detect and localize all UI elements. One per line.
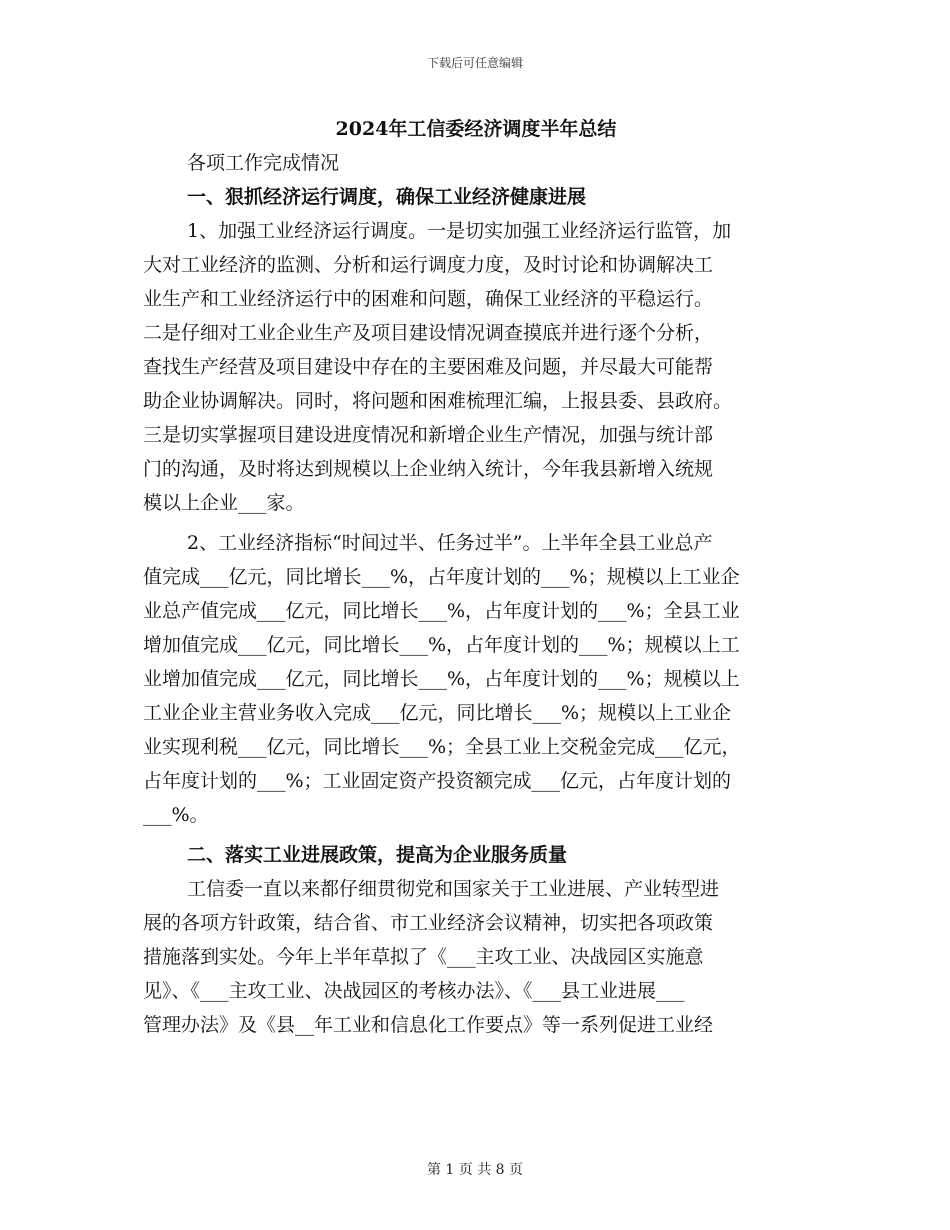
section-1-paragraph-2 xyxy=(143,526,809,832)
paragraph-line: 业生产和工业经济运行中的困难和问题，确保工业经济的平稳运行。 xyxy=(143,288,714,310)
paragraph-line: 1、加强工业经济运行调度。一是切实加强工业经济运行监管，加 xyxy=(187,220,732,242)
paragraph-line: 工信委一直以来都仔细贯彻党和国家关于工业进展、产业转型进 xyxy=(187,878,720,900)
paragraph-line: 值完成___亿元，同比增长___%，占年度计划的___%；规模以上工业企 xyxy=(143,566,740,588)
section-1-heading: 一、狠抓经济运行调度，确保工业经济健康进展 xyxy=(187,186,587,208)
paragraph-line: 门的沟通，及时将达到规模以上企业纳入统计，今年我县新增入统规 xyxy=(143,458,714,480)
paragraph-line: ___%。 xyxy=(143,804,209,826)
paragraph-line: 查找生产经营及项目建设中存在的主要困难及问题，并尽最大可能帮 xyxy=(143,356,714,378)
section-2-paragraph-1 xyxy=(143,872,809,1042)
paragraph-line: 展的各项方针政策，结合省、市工业经济会议精神，切实把各项政策 xyxy=(143,912,714,934)
page-number: 第 1 页 共 8 页 xyxy=(426,1162,524,1178)
paragraph-line: 二是仔细对工业企业生产及项目建设情况调查摸底并进行逐个分析， xyxy=(143,322,714,344)
paragraph-line: 业总产值完成___亿元，同比增长___%，占年度计划的___%；全县工业 xyxy=(143,600,740,622)
paragraph-line: 业实现利税___亿元，同比增长___%；全县工业上交税金完成___亿元， xyxy=(143,736,741,758)
paragraph-line: 措施落到实处。今年上半年草拟了《___主攻工业、决战园区实施意 xyxy=(143,946,704,968)
paragraph-line: 助企业协调解决。同时，将问题和困难梳理汇编，上报县委、县政府。 xyxy=(143,390,733,412)
paragraph-line: 工业企业主营业务收入完成___亿元，同比增长___%；规模以上工业企 xyxy=(143,702,732,724)
section-2-heading: 二、落实工业进展政策，提高为企业服务质量 xyxy=(187,844,568,866)
paragraph-line: 模以上企业___家。 xyxy=(143,492,305,514)
paragraph-line: 见》、《___主攻工业、决战园区的考核办法》、《___县工业进展___ xyxy=(143,980,685,1002)
page-header-note: 下载后可任意编辑 xyxy=(426,56,523,70)
document-title: 2024年工信委经济调度半年总结 xyxy=(335,118,617,140)
paragraph-line: 增加值完成___亿元，同比增长___%，占年度计划的___%；规模以上工 xyxy=(143,634,740,656)
document-subtitle: 各项工作完成情况 xyxy=(187,152,340,174)
paragraph-line: 大对工业经济的监测、分析和运行调度力度，及时讨论和协调解决工 xyxy=(143,254,714,276)
document-body xyxy=(143,112,809,1042)
paragraph-line: 业增加值完成___亿元，同比增长___%，占年度计划的___%；规模以上 xyxy=(143,668,740,690)
paragraph-line: 占年度计划的___%；工业固定资产投资额完成___亿元，占年度计划的 xyxy=(143,770,732,792)
paragraph-line: 管理办法》及《县__年工业和信息化工作要点》等一系列促进工业经 xyxy=(143,1014,714,1036)
paragraph-line: 三是切实掌握项目建设进度情况和新增企业生产情况，加强与统计部 xyxy=(143,424,714,446)
paragraph-line: 2、工业经济指标“时间过半、任务过半”。上半年全县工业总产 xyxy=(187,532,713,554)
section-1-paragraph-1 xyxy=(143,214,809,520)
